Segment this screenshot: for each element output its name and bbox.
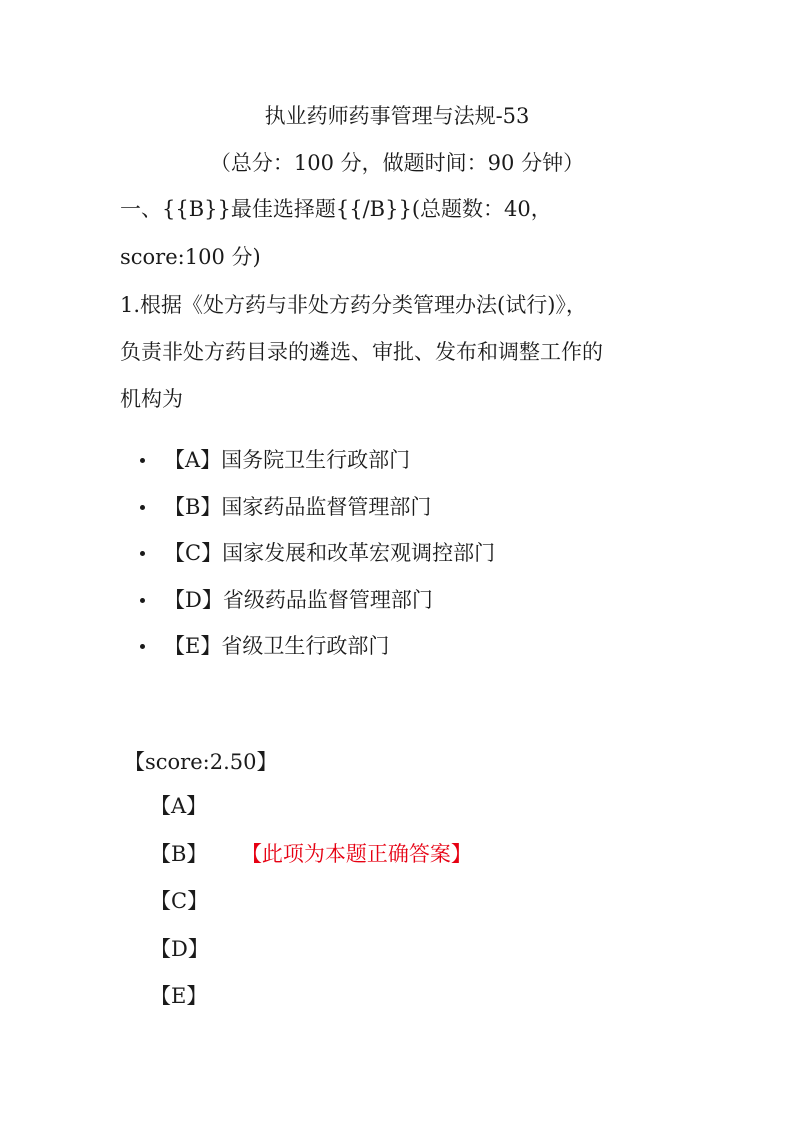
answer-letter: 【E】 xyxy=(150,984,208,1008)
bullet-icon xyxy=(140,505,145,510)
question-text-line-2: 负责非处方药目录的遴选、审批、发布和调整工作的 xyxy=(120,340,603,364)
option-e xyxy=(140,632,495,679)
answer-row-e xyxy=(150,982,472,1030)
option-label: 【C】国家发展和改革宏观调控部门 xyxy=(164,541,496,565)
option-d xyxy=(140,586,495,633)
option-label: 【B】国家药品监督管理部门 xyxy=(164,494,432,519)
section-heading: 一、{{B}}最佳选择题{{/B}}(总题数：40， xyxy=(120,197,552,221)
exam-info: （总分：100 分，做题时间：90 分钟） xyxy=(209,151,585,175)
section-heading-continued: score:100 分) xyxy=(120,245,261,269)
option-a xyxy=(140,446,495,493)
bullet-icon xyxy=(140,644,145,649)
correct-answer-marker: 【此项为本题正确答案】 xyxy=(251,841,472,866)
option-c xyxy=(140,539,495,586)
answer-letter: 【C】 xyxy=(150,889,209,913)
answer-row-c xyxy=(150,887,472,935)
question-score: 【score:2.50】 xyxy=(124,750,278,774)
answer-row-b xyxy=(150,840,472,888)
option-list xyxy=(140,446,495,679)
bullet-icon xyxy=(140,551,145,556)
answer-letter: 【B】 xyxy=(150,841,208,866)
answer-row-a xyxy=(150,792,472,840)
option-label: 【D】省级药品监督管理部门 xyxy=(164,587,433,612)
answer-row-d xyxy=(150,935,472,983)
option-b xyxy=(140,493,495,540)
option-label: 【A】国务院卫生行政部门 xyxy=(164,448,411,472)
option-label: 【E】省级卫生行政部门 xyxy=(164,634,390,658)
question-text-line-3: 机构为 xyxy=(120,387,183,411)
bullet-icon xyxy=(140,598,145,603)
answer-list xyxy=(150,792,472,1030)
answer-letter: 【A】 xyxy=(150,794,208,818)
page-title: 执业药师药事管理与法规-53 xyxy=(264,104,530,128)
bullet-icon xyxy=(140,458,145,463)
answer-letter: 【D】 xyxy=(150,936,209,961)
question-text-line-1: 1.根据《处方药与非处方药分类管理办法(试行)》， xyxy=(120,293,587,317)
